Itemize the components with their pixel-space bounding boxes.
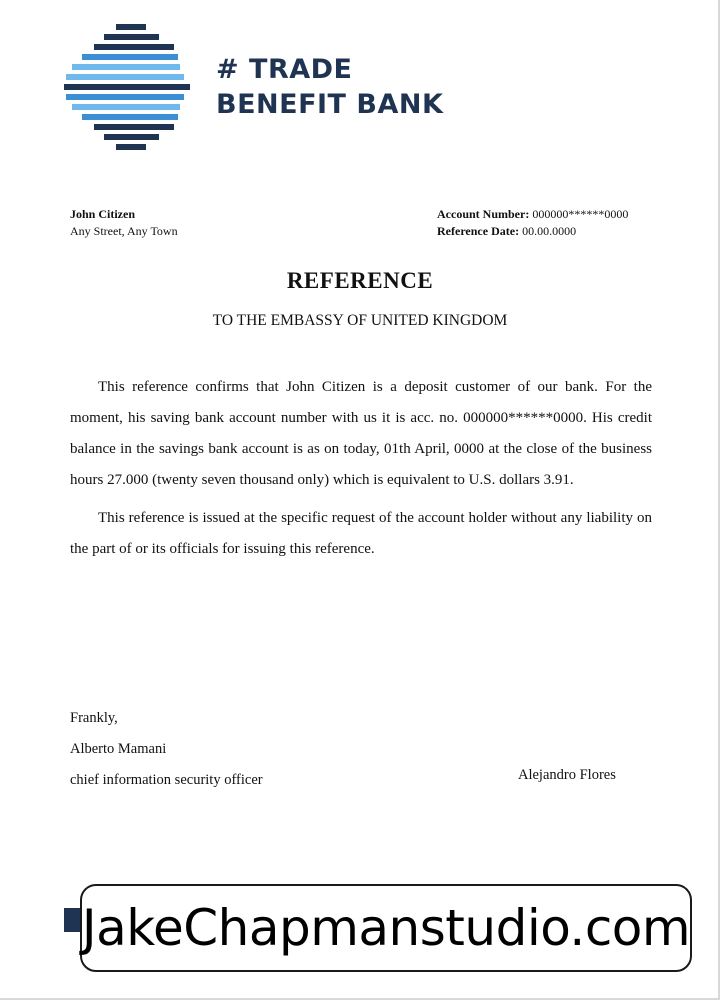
logo-stripe	[72, 64, 180, 70]
logo-stripe	[104, 34, 159, 40]
body-paragraph-1: This reference confirms that John Citizen is a deposit customer of our bank. For the moment, his saving bank account number with us it is acc. no. 000000******0000. His credit balance in the savings bank account is as on today, 01th April, 0000 at the close of the business hours 27.000 (twenty seven thousand only) which is equivalent to U.S. dollars 3.91.	[70, 379, 652, 488]
signer-title: chief information security officer	[70, 772, 263, 788]
document-body	[70, 372, 652, 572]
account-block	[437, 206, 628, 240]
recipient-address: Any Street, Any Town	[70, 224, 178, 238]
logo-stripe	[104, 134, 159, 140]
logo-stripe	[116, 144, 146, 150]
account-number-label: Account Number:	[437, 207, 530, 221]
body-paragraph-2: This reference is issued at the specific request of the account holder without any liability on the part of or its officials for issuing this reference.	[70, 510, 652, 557]
reference-date-row	[437, 223, 628, 240]
signer-name: Alberto Mamani	[70, 741, 167, 757]
reference-date-label: Reference Date:	[437, 224, 520, 238]
bank-name-line2: BENEFIT BANK	[216, 89, 444, 120]
reference-date-value: 00.00.0000	[522, 224, 577, 238]
closing-block	[70, 703, 263, 796]
document-subtitle: TO THE EMBASSY OF UNITED KINGDOM	[212, 312, 508, 329]
recipient-block	[70, 206, 178, 240]
logo-stripe	[82, 54, 178, 60]
watermark-banner	[80, 884, 692, 972]
account-number-value: 000000******0000	[532, 207, 629, 221]
logo-stripe	[64, 84, 190, 90]
logo-stripe	[94, 124, 174, 130]
watermark-text: JakeChapmanstudio.com	[81, 899, 691, 957]
logo-stripe	[116, 24, 146, 30]
co-signer-name: Alejandro Flores	[518, 767, 616, 783]
logo-stripe	[82, 114, 178, 120]
document-title: REFERENCE	[286, 268, 434, 293]
closing-salutation: Frankly,	[70, 710, 118, 726]
logo-stripe	[66, 94, 184, 100]
bank-name-line1: # TRADE	[216, 54, 353, 85]
logo-stripe	[94, 44, 174, 50]
logo-stripe	[72, 104, 180, 110]
bank-logo-icon	[64, 22, 198, 152]
account-number-row	[437, 206, 628, 223]
recipient-name: John Citizen	[70, 207, 136, 221]
logo-stripe	[66, 74, 184, 80]
bank-name	[216, 52, 443, 122]
